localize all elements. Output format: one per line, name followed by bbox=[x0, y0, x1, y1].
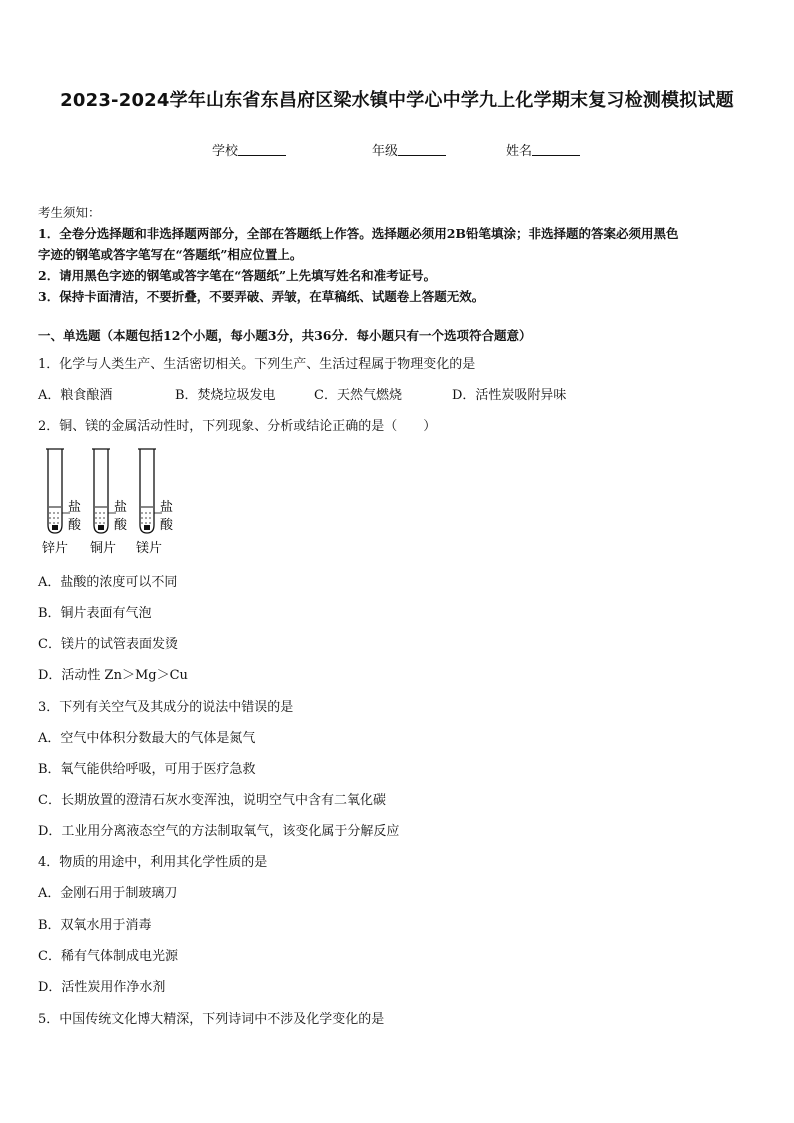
q3-option-b[interactable]: B．氧气能供给呼吸，可用于医疗急救 bbox=[38, 762, 256, 777]
q1-option-a[interactable]: A．粮食酿酒 bbox=[38, 388, 113, 403]
tube-label-zinc: 锌片 bbox=[42, 541, 69, 556]
grade-blank bbox=[398, 143, 446, 156]
question-5-stem: 5．中国传统文化博大精深，下列诗词中不涉及化学变化的是 bbox=[38, 1012, 385, 1027]
q4-option-d[interactable]: D．活性炭用作净水剂 bbox=[38, 980, 166, 995]
q3-option-d[interactable]: D．工业用分离液态空气的方法制取氧气，该变化属于分解反应 bbox=[38, 824, 400, 839]
question-4-stem: 4．物质的用途中，利用其化学性质的是 bbox=[38, 855, 268, 870]
grade-label: 年级 bbox=[372, 144, 399, 159]
acid-label-char2: 酸 bbox=[160, 518, 174, 533]
test-tube-magnesium bbox=[138, 449, 162, 533]
exam-notice bbox=[38, 202, 758, 307]
q2-option-b[interactable]: B．铜片表面有气泡 bbox=[38, 606, 152, 621]
notice-item: 3．保持卡面清洁，不要折叠，不要弄破、弄皱，在草稿纸、试题卷上答题无效。 bbox=[38, 289, 485, 304]
q2-option-c[interactable]: C．镁片的试管表面发烫 bbox=[38, 637, 178, 652]
question-3-stem: 3．下列有关空气及其成分的说法中错误的是 bbox=[38, 700, 294, 715]
notice-heading: 考生须知： bbox=[38, 205, 101, 220]
notice-item: 1．全卷分选择题和非选择题两部分，全部在答题纸上作答。选择题必须用2B铅笔填涂；非选择题的答案必须用黑色 bbox=[38, 226, 679, 241]
school-label: 学校 bbox=[212, 144, 239, 159]
tube-label-magnesium: 镁片 bbox=[136, 541, 163, 556]
q4-option-b[interactable]: B．双氧水用于消毒 bbox=[38, 918, 152, 933]
section-title: 一、单选题（本题包括12个小题，每小题3分，共36分．每小题只有一个选项符合题意） bbox=[38, 328, 532, 343]
acid-label-char1: 盐 bbox=[114, 500, 128, 515]
question-1-stem: 1．化学与人类生产、生活密切相关。下列生产、生活过程属于物理变化的是 bbox=[38, 357, 476, 372]
question-2-stem: 2．铜、镁的金属活动性时，下列现象、分析或结论正确的是（ ） bbox=[38, 419, 437, 434]
tube-label-copper: 铜片 bbox=[90, 541, 117, 556]
name-field[interactable] bbox=[506, 140, 580, 159]
name-blank bbox=[532, 143, 580, 156]
school-field[interactable] bbox=[212, 140, 286, 159]
test-tubes-figure bbox=[38, 445, 198, 557]
name-label: 姓名 bbox=[506, 144, 533, 159]
test-tube-copper bbox=[92, 449, 116, 533]
q1-option-b[interactable]: B．焚烧垃圾发电 bbox=[175, 388, 276, 403]
q3-option-a[interactable]: A．空气中体积分数最大的气体是氮气 bbox=[38, 731, 256, 746]
test-tube-zinc bbox=[46, 449, 70, 533]
exam-title: 2023-2024学年山东省东昌府区梁水镇中学心中学九上化学期末复习检测模拟试题 bbox=[60, 90, 734, 111]
q4-option-a[interactable]: A．金刚石用于制玻璃刀 bbox=[38, 886, 178, 901]
q1-option-d[interactable]: D．活性炭吸附异味 bbox=[452, 388, 567, 403]
acid-label-char2: 酸 bbox=[114, 518, 128, 533]
q1-option-c[interactable]: C．天然气燃烧 bbox=[314, 388, 402, 403]
notice-item: 字迹的钢笔或答字笔写在“答题纸”相应位置上。 bbox=[38, 247, 303, 262]
q4-option-c[interactable]: C．稀有气体制成电光源 bbox=[38, 949, 178, 964]
q3-option-c[interactable]: C．长期放置的澄清石灰水变浑浊，说明空气中含有二氧化碳 bbox=[38, 793, 386, 808]
q2-option-d[interactable]: D．活动性 Zn＞Mg＞Cu bbox=[38, 668, 188, 683]
acid-label-char2: 酸 bbox=[68, 518, 82, 533]
school-blank bbox=[238, 143, 286, 156]
notice-item: 2．请用黑色字迹的钢笔或答字笔在“答题纸”上先填写姓名和准考证号。 bbox=[38, 268, 437, 283]
q2-option-a[interactable]: A．盐酸的浓度可以不同 bbox=[38, 575, 178, 590]
acid-label-char1: 盐 bbox=[68, 500, 82, 515]
acid-label-char1: 盐 bbox=[160, 500, 174, 515]
grade-field[interactable] bbox=[372, 140, 446, 159]
